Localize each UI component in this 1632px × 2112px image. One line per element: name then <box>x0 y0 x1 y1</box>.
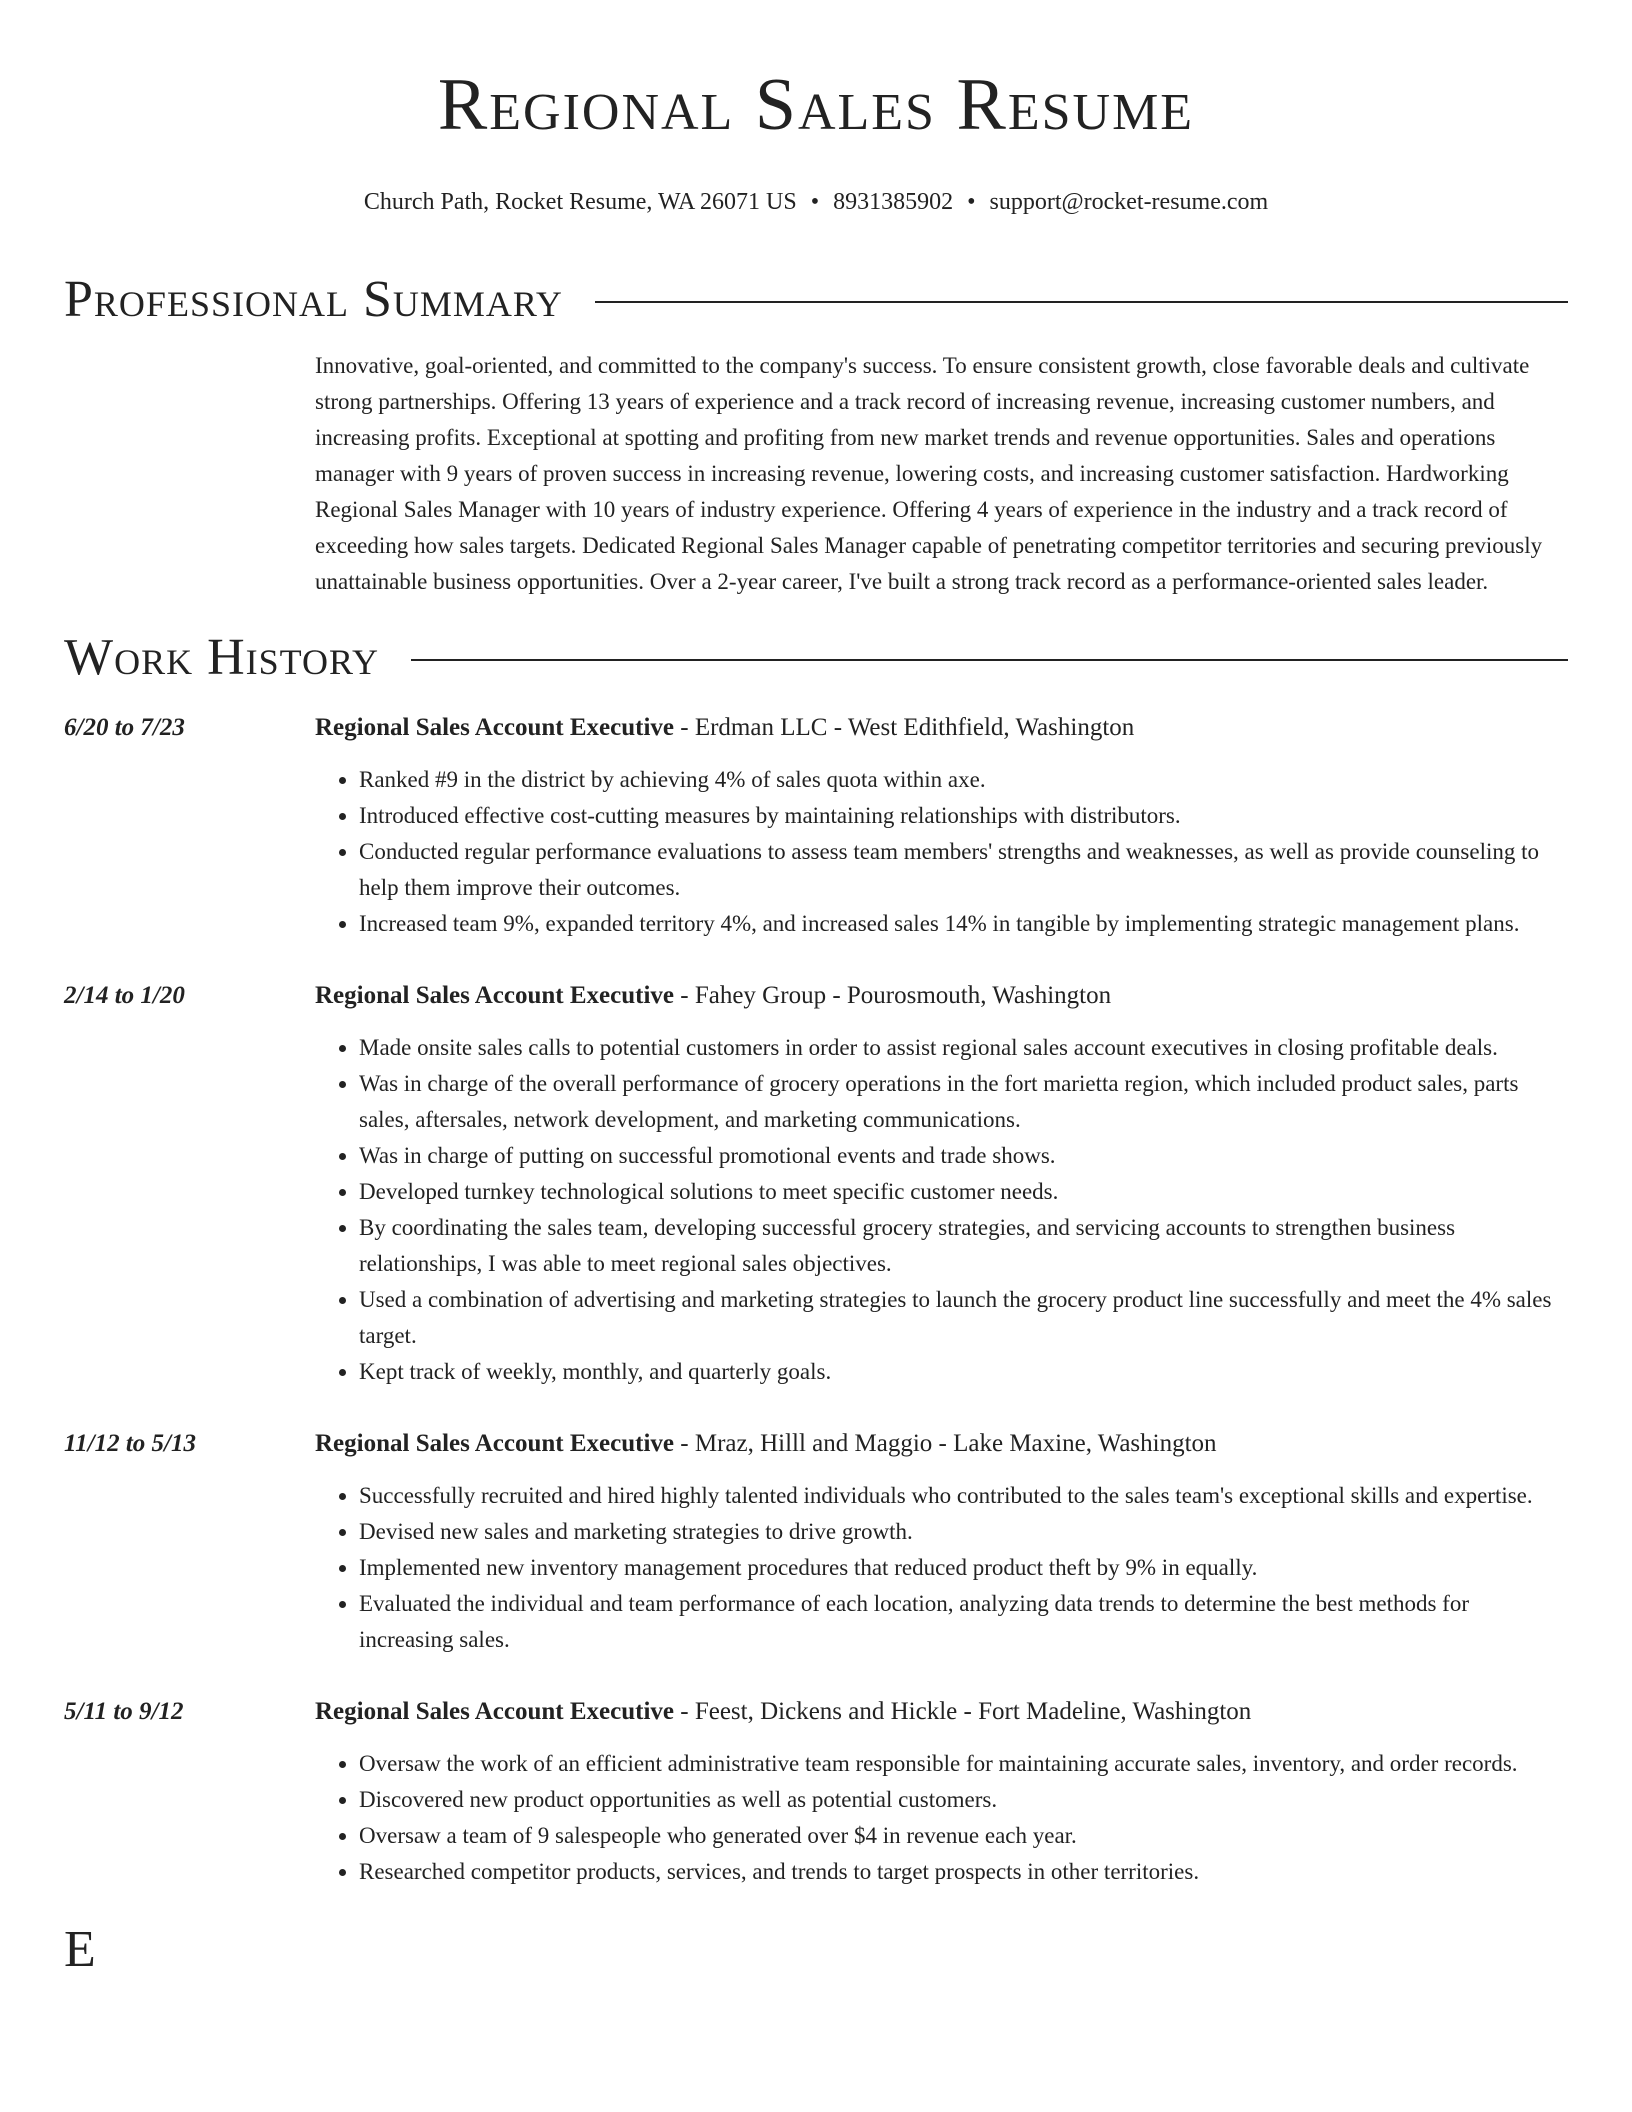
job-bullet-list <box>359 1030 1568 1390</box>
section-heading <box>64 626 1568 690</box>
job-bullet: • Was in charge of putting on successful promotional events and trade shows. <box>359 1138 1568 1174</box>
resume-name: Regional Sales Resume <box>437 64 1195 146</box>
job-body <box>315 710 1568 942</box>
job-bullet: • Devised new sales and marketing strategies to drive growth. <box>359 1514 1568 1550</box>
job-bullet: • Ranked #9 in the district by achieving 4% of sales quota within axe. <box>359 762 1568 798</box>
job-heading <box>315 1694 1568 1730</box>
contact-separator: • <box>810 189 820 215</box>
section-title: E <box>64 1921 97 1978</box>
contact-phone: 8931385902 <box>833 189 954 215</box>
job-entry <box>64 978 1568 1390</box>
job-company: - Feest, Dickens and Hickle - Fort Madeline, Washington <box>674 1698 1252 1725</box>
work-history-section <box>64 626 1568 1890</box>
job-bullet: • Increased team 9%, expanded territory 4%, and increased sales 14% in tangible by implementing strategic management plans. <box>359 906 1568 942</box>
contact-separator: • <box>967 189 976 215</box>
job-company: - Fahey Group - Pourosmouth, Washington <box>674 982 1112 1009</box>
job-title: Regional Sales Account Executive <box>315 1430 675 1457</box>
job-bullet: • Implemented new inventory management procedures that reduced product theft by 9% in equally. <box>359 1550 1568 1586</box>
job-company: - Mraz, Hilll and Maggio - Lake Maxine, Washington <box>674 1430 1217 1457</box>
job-bullet: • Evaluated the individual and team performance of each location, analyzing data trends to determine the best methods for increasing sales. <box>359 1586 1568 1658</box>
job-dates: 6/20 to 7/23 <box>64 714 185 741</box>
job-bullet-list <box>359 1478 1568 1658</box>
job-body <box>315 978 1568 1390</box>
job-bullet: • Introduced effective cost-cutting measures by maintaining relationships with distributors. <box>359 798 1568 834</box>
job-bullet: • Used a combination of advertising and marketing strategies to launch the grocery product line successfully and meet the 4% sales target. <box>359 1282 1568 1354</box>
section-title: Professional Summary <box>64 271 563 328</box>
job-heading <box>315 1426 1568 1462</box>
job-company: - Erdman LLC - West Edithfield, Washington <box>674 714 1135 741</box>
job-bullet: • Researched competitor products, services, and trends to target prospects in other territories. <box>359 1854 1568 1890</box>
contact-email: support@rocket-resume.com <box>989 189 1269 215</box>
contact-line <box>64 186 1568 218</box>
contact-address: Church Path, Rocket Resume, WA 26071 US <box>363 189 797 215</box>
job-dates: 2/14 to 1/20 <box>64 982 185 1009</box>
job-entry <box>64 1426 1568 1658</box>
job-bullet-list <box>359 762 1568 942</box>
job-dates: 5/11 to 9/12 <box>64 1698 184 1725</box>
job-title: Regional Sales Account Executive <box>315 1698 675 1725</box>
section-heading <box>64 1918 1568 1982</box>
next-section-partial <box>64 1918 1568 1982</box>
job-bullet: • Kept track of weekly, monthly, and quarterly goals. <box>359 1354 1568 1390</box>
summary-text: Innovative, goal-oriented, and committed to the company's success. To ensure consistent growth, close favorable deals and cultivate strong partnerships. Offering 13 years of experience and a track record of increasing revenue, increasing customer numbers, and increasing profits. Exceptional at spotting and profiting from new market trends and revenue opportunities. Sales and operations manager with 9 years of proven success in increasing revenue, lowering costs, and increasing customer satisfaction. Hardworking Regional Sales Manager with 10 years of industry experience. Offering 4 years of experience in the industry and a track record of exceeding how sales targets. Dedicated Regional Sales Manager capable of penetrating competitor territories and securing previously unattainable business opportunities. Over a 2-year career, I've built a strong track record as a performance-oriented sales leader. <box>315 353 1543 594</box>
resume-page <box>64 0 1568 1982</box>
section-heading <box>64 268 1568 332</box>
job-bullet: • Successfully recruited and hired highly talented individuals who contributed to the sales team's exceptional skills and expertise. <box>359 1478 1568 1514</box>
job-bullet: • Was in charge of the overall performance of grocery operations in the fort marietta region, which included product sales, parts sales, aftersales, network development, and marketing communications. <box>359 1066 1568 1138</box>
job-bullet: • Conducted regular performance evaluations to assess team members' strengths and weaknesses, as well as provide counseling to help them improve their outcomes. <box>359 834 1568 906</box>
job-bullet: • Oversaw the work of an efficient administrative team responsible for maintaining accurate sales, inventory, and order records. <box>359 1746 1568 1782</box>
job-body <box>315 1694 1568 1890</box>
job-dates: 11/12 to 5/13 <box>64 1430 196 1457</box>
job-entry <box>64 1694 1568 1890</box>
job-body <box>315 1426 1568 1658</box>
job-bullet: • Oversaw a team of 9 salespeople who generated over $4 in revenue each year. <box>359 1818 1568 1854</box>
job-heading <box>315 710 1568 746</box>
job-title: Regional Sales Account Executive <box>315 714 675 741</box>
professional-summary-section <box>64 268 1568 600</box>
job-bullet: • Discovered new product opportunities as well as potential customers. <box>359 1782 1568 1818</box>
job-bullet: • By coordinating the sales team, developing successful grocery strategies, and servicing accounts to strengthen business relationships, I was able to meet regional sales objectives. <box>359 1210 1568 1282</box>
section-title: Work History <box>64 629 380 686</box>
job-entry <box>64 710 1568 942</box>
job-title: Regional Sales Account Executive <box>315 982 675 1009</box>
section-divider <box>411 659 1568 661</box>
job-heading <box>315 978 1568 1014</box>
section-divider <box>595 301 1568 303</box>
job-bullet-list <box>359 1746 1568 1890</box>
job-bullet: • Made onsite sales calls to potential customers in order to assist regional sales account executives in closing profitable deals. <box>359 1030 1568 1066</box>
job-bullet: • Developed turnkey technological solutions to meet specific customer needs. <box>359 1174 1568 1210</box>
